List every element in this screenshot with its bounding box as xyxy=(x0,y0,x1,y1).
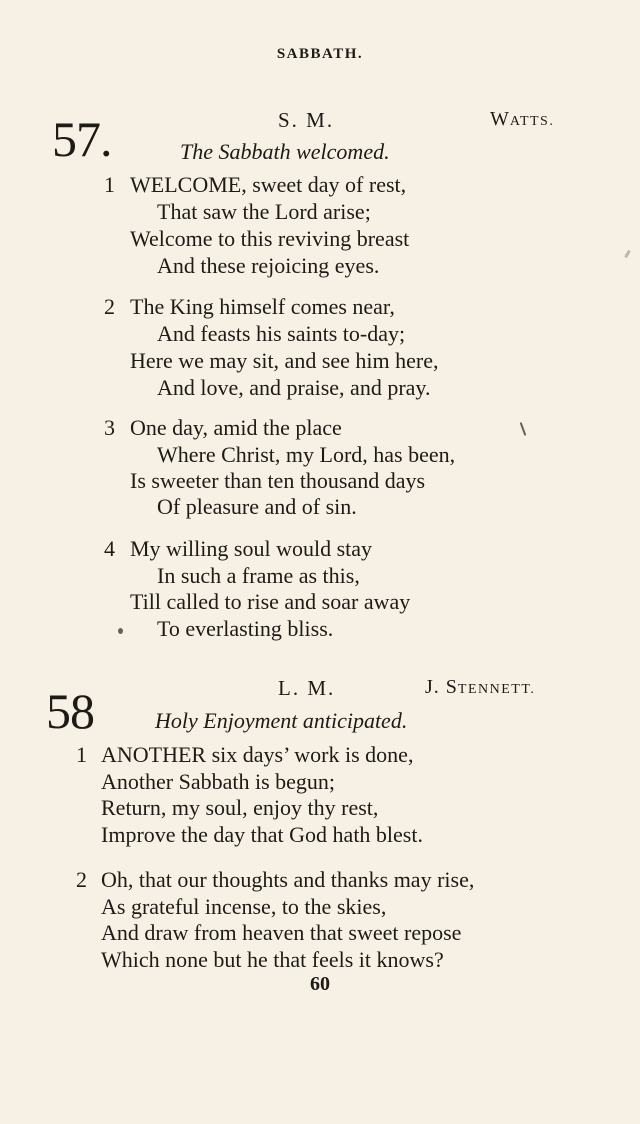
stanza-number: 2 xyxy=(104,294,115,319)
stanza-number: 1 xyxy=(76,742,87,767)
verse-line: And love, and praise, and pray. xyxy=(157,375,431,400)
verse-line: Here we may sit, and see him here, xyxy=(130,348,439,373)
hymn-meter: L. M. xyxy=(278,676,336,700)
author-initial: J. S xyxy=(425,676,458,698)
author-initial: W xyxy=(490,108,510,130)
hymn-number: 57. xyxy=(52,111,112,167)
verse-line: Which none but he that feels it knows? xyxy=(101,947,444,972)
verse-line: And feasts his saints to-day; xyxy=(157,321,406,346)
ink-speck xyxy=(520,422,527,436)
verse-line: Improve the day that God hath blest. xyxy=(101,822,423,847)
hymn-meter: S. M. xyxy=(278,108,335,132)
verse-line: One day, amid the place xyxy=(130,415,342,440)
verse-line: To everlasting bliss. xyxy=(157,616,334,641)
verse-line: And these rejoicing eyes. xyxy=(157,253,380,278)
stanza-number: 3 xyxy=(104,415,115,440)
verse-line: As grateful incense, to the skies, xyxy=(101,894,387,919)
stanza-number: 2 xyxy=(76,867,87,892)
author-small-caps: TENNETT. xyxy=(457,682,536,697)
verse-line: Of pleasure and of sin. xyxy=(157,494,357,519)
page-number: 60 xyxy=(310,973,330,995)
verse-line: ANOTHER six days’ work is done, xyxy=(101,742,414,767)
verse-line: Return, my soul, enjoy thy rest, xyxy=(101,795,379,820)
verse-line: That saw the Lord arise; xyxy=(157,199,371,224)
verse-line: In such a frame as this, xyxy=(157,563,360,588)
verse-line: My willing soul would stay xyxy=(130,536,373,561)
verse-line: Welcome to this reviving breast xyxy=(130,226,410,251)
verse-line: WELCOME, sweet day of rest, xyxy=(130,172,407,197)
stanza-number: 1 xyxy=(104,172,115,197)
hymn-number: 58 xyxy=(46,683,94,739)
verse-line: And draw from heaven that sweet repose xyxy=(101,920,462,945)
verse-line: Till called to rise and soar away xyxy=(130,589,411,614)
hymn-author xyxy=(425,676,535,699)
hymn-title: The Sabbath welcomed. xyxy=(180,139,390,164)
ink-speck xyxy=(118,628,123,634)
verse-line: Oh, that our thoughts and thanks may rise, xyxy=(101,867,475,892)
verse-line: Where Christ, my Lord, has been, xyxy=(157,442,456,467)
verse-line: Is sweeter than ten thousand days xyxy=(130,468,426,493)
hymn-author xyxy=(490,108,554,131)
verse-line: The King himself comes near, xyxy=(130,294,395,319)
author-small-caps: ATTS. xyxy=(509,114,555,129)
ink-speck xyxy=(624,250,631,258)
verse-line: Another Sabbath is begun; xyxy=(101,769,336,794)
stanza-number: 4 xyxy=(104,536,115,561)
running-head: SABBATH. xyxy=(276,46,364,62)
hymn-title: Holy Enjoyment anticipated. xyxy=(155,708,408,733)
